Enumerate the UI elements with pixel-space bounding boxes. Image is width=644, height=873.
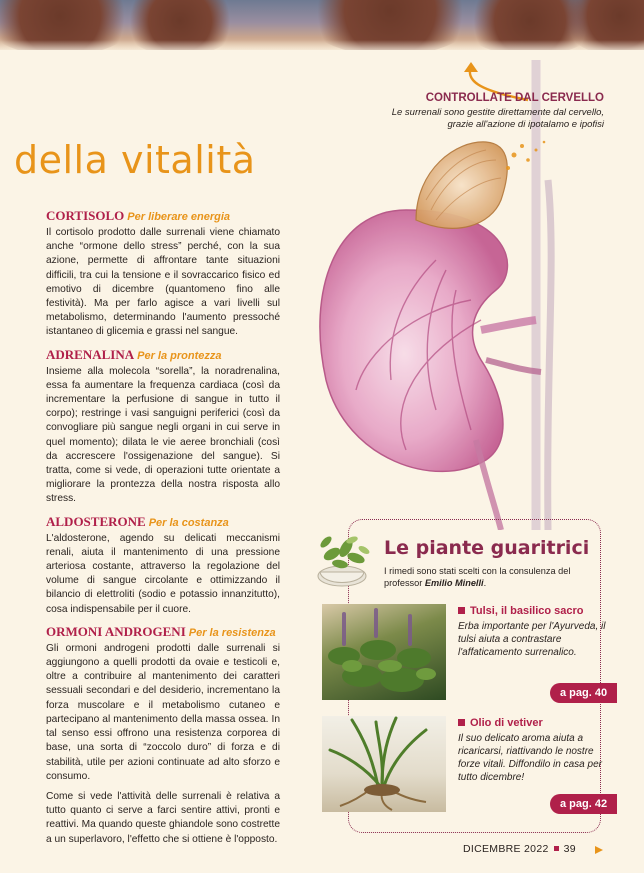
section-heading-adrenaline: ADRENALINA Per la prontezza bbox=[46, 346, 222, 362]
page-ref-tag-tulsi[interactable]: a pag. 40 bbox=[550, 683, 617, 703]
page-ref-tag-vetiver[interactable]: a pag. 42 bbox=[550, 794, 617, 814]
page-footer bbox=[463, 843, 576, 855]
section-paragraph: Il cortisolo prodotto dalle surrenali viene chiamato anche “ormone dello stress” perché, con la sua azione, permette di affrontare tante situazioni difficili, tra cui la tensione e il sovraccarico fisico ed emotivo di dicembre (quantomeno fino alle festività). Ma per farlo agisce a vari livelli sul metabolismo, determinando l'aumento pressoché istantaneo di glicemia e grassi nel sangue. bbox=[46, 227, 280, 338]
article-column bbox=[46, 201, 280, 847]
remedy-entry-vetiver: Olio di vetiver Il suo delicato aroma aiuta a ricaricarsi, riattivando le nostre forze vitali. Diffondilo in casa per tutto dicembre! bbox=[458, 717, 602, 783]
tulsi-photo bbox=[322, 604, 446, 700]
section-heading-cortisol: CORTISOLO Per liberare energia bbox=[46, 208, 231, 223]
adrenal-gland-shape bbox=[416, 142, 507, 228]
vetiver-photo bbox=[322, 716, 446, 812]
section-heading-aldosterone: ALDOSTERONE Per la costanza bbox=[46, 513, 229, 529]
callout-brain-control bbox=[380, 92, 604, 131]
section-paragraph: Come si vede l'attività delle surrenali è relativa a tutto quanto ci serve a farci sentire attivi, pronti e reattivi. Ma quando queste ghiandole sono costrette a un superlavoro, l'effetto che si ottiene è l'opposto. bbox=[46, 790, 280, 845]
consultant-name: Emilio Minelli bbox=[424, 578, 484, 588]
page-title: della vitalità bbox=[14, 138, 256, 182]
callout-text: Le surrenali sono gestite direttamente dal cervello, grazie all'azione di ipotalamo e ipofisi bbox=[391, 107, 604, 130]
section-paragraph: Insieme alla molecola “sorella”, la noradrenalina, essa fa aumentare la frequenza cardiaca (così da incrementare la perfusione di sangue in tutto il corpo); restringe i vasi sanguigni periferici (così da convogliare più sangue negli organi in cui serve in quel momento); dilata le vie aeree bronchiali (così da accrescere l'ossigenazione del sangue). Si tratta, come si vede, di operazioni tutte orientate a migliorare la prontezza della nostra risposta allo stress. bbox=[46, 365, 280, 505]
page-number: 39 bbox=[563, 843, 576, 855]
herb-mortar-icon bbox=[312, 524, 382, 592]
play-triangle-icon bbox=[594, 845, 604, 855]
callout-heading: CONTROLLATE DAL CERVELLO bbox=[425, 92, 604, 104]
section-paragraph: Gli ormoni androgeni prodotti dalle surrenali si aggiungono a quelli prodotti da ovaie e testicoli e, oltre a contribuire al mantenimento dei caratteri sessuali secondari e del desiderio, incrementano la forza muscolare e il metabolismo cutaneo e partecipano al mantenimento della massa ossea. In tal senso essi offrono una resistenza corporea di base, una sorta di “zoccolo duro” di forza e di stabilità, utile per azioni continuate ad alto sforzo e consumo. bbox=[46, 642, 280, 782]
remedy-entry-tulsi: Tulsi, il basilico sacro Erba importante per l'Ayurveda, il tulsi aiuta a contrastare l'affaticamento surrenalico. bbox=[458, 605, 606, 658]
kidney-shape bbox=[320, 210, 508, 471]
footer-month: DICEMBRE 2022 bbox=[463, 843, 549, 855]
section-paragraph: L'aldosterone, agendo su delicati meccanismi renali, aiuta il mantenimento di una pressione arteriosa costante, attraverso la regolazione del volume di sangue circolante e ottimizzando il bilancio di elettroliti (sodio e potassio innanzitutto), cosa indispensabile per il cuore. bbox=[46, 532, 280, 615]
section-heading-androgens: ORMONI ANDROGENI Per la resistenza bbox=[46, 623, 276, 639]
box-title: Le piante guaritrici bbox=[384, 537, 590, 559]
box-intro: I rimedi sono stati scelti con la consulenza del professor Emilio Minelli. bbox=[384, 566, 571, 588]
